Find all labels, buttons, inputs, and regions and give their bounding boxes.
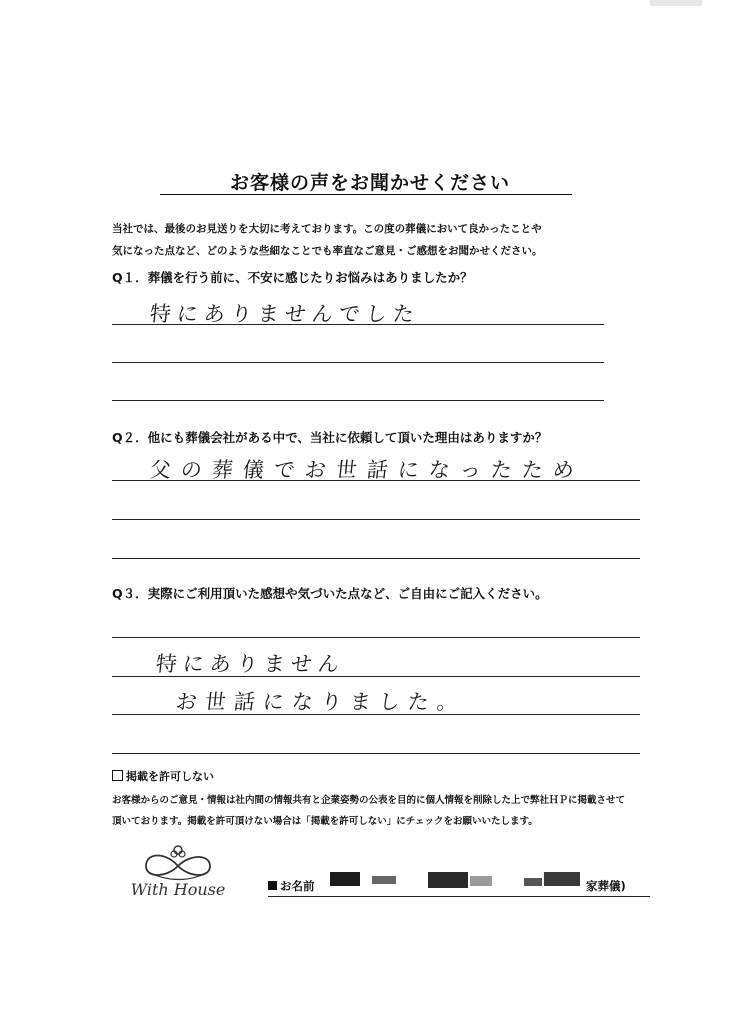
question-1-answer-line-1: 特にありませんでした: [148, 302, 422, 326]
logo-text: With House: [130, 880, 226, 899]
redacted-name-block: [372, 876, 396, 884]
name-underline: [268, 896, 650, 897]
privacy-notice: [112, 790, 672, 832]
form-title: お客様の声をお聞かせください: [229, 172, 510, 194]
redacted-name-block: [544, 872, 580, 886]
answer-rule: [112, 637, 640, 638]
answer-rule: [112, 480, 640, 481]
answer-rule: [112, 714, 640, 715]
redacted-name-block: [330, 872, 360, 886]
question-3-answer-line-1: 特にありません: [154, 652, 347, 676]
consent-option[interactable]: [112, 768, 214, 784]
infinity-flower-icon: [108, 842, 248, 882]
title-underline: [160, 194, 572, 195]
bullet-square: [268, 881, 277, 890]
name-label-text: お名前: [280, 879, 315, 893]
question-2-label: Q２．他にも葬儀会社がある中で、当社に依頼して頂いた理由はありますか？: [112, 430, 548, 445]
redacted-name-block: [428, 872, 468, 888]
with-house-logo: [108, 842, 248, 906]
answer-rule: [112, 676, 640, 677]
notice-line-2: 頂いております。掲載を許可頂けない場合は「掲載を許可しない」にチェックをお願いいたします。: [112, 816, 538, 827]
intro-line-2: 気になった点など、どのような些細なことでも率直なご意見・ご感想をお聞かせください。: [112, 245, 543, 257]
answer-rule: [112, 324, 604, 325]
question-3-answer-line-2: お世話になりました。: [174, 690, 468, 714]
notice-line-1: お客様からのご意見・情報は社内間の情報共有と企業姿勢の公表を目的に個人情報を削除した上で弊社ＨＰに掲載させて: [112, 795, 626, 806]
answer-rule: [112, 400, 604, 401]
name-field-label: [268, 878, 315, 894]
name-suffix: 家葬儀): [586, 879, 626, 893]
answer-rule: [112, 362, 604, 363]
consent-checkbox-label: 掲載を許可しない: [126, 770, 214, 783]
answer-rule: [112, 753, 640, 754]
answer-rule: [112, 519, 640, 520]
question-2-answer-line-1: 父の葬儀でお世話になったため: [148, 458, 586, 482]
intro-line-1: 当社では、最後のお見送りを大切に考えております。この度の葬儀において良かったことや: [112, 223, 542, 235]
answer-rule: [112, 558, 640, 559]
form-intro: [112, 218, 652, 262]
redacted-name-block: [524, 878, 542, 886]
consent-checkbox[interactable]: [112, 770, 123, 781]
redacted-name-block: [470, 876, 492, 886]
scan-edge-mark: [650, 0, 702, 6]
question-1-label: Q１．葬儀を行う前に、不安に感じたりお悩みはありましたか？: [112, 270, 473, 285]
question-3-label: Q３．実際にご利用頂いた感想や気づいた点など、ご自由にご記入ください。: [112, 586, 548, 601]
